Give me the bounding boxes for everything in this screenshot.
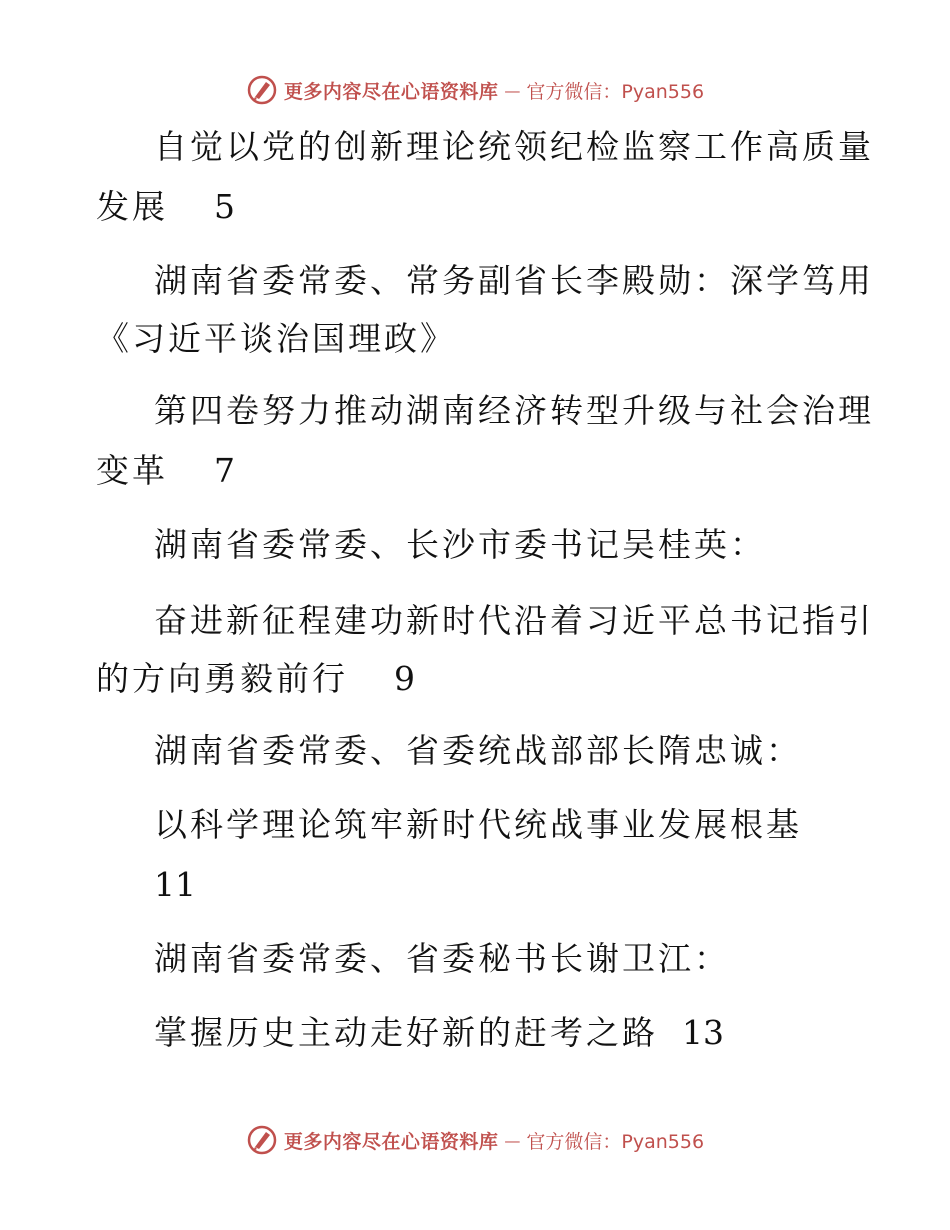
toc-line: 以科学理论筑牢新时代统战事业发展根基 xyxy=(154,805,802,844)
header-banner xyxy=(0,70,950,110)
toc-line: 奋进新征程建功新时代沿着习近平总书记指引 xyxy=(154,601,874,640)
toc-line: 《习近平谈治国理政》 xyxy=(96,319,456,358)
banner-wechat: 官方微信：Pyan556 xyxy=(526,80,705,103)
banner-text: 更多内容尽在心语资料库 xyxy=(283,1130,499,1153)
page-number: 9 xyxy=(394,659,415,698)
page-number: 13 xyxy=(682,1013,724,1052)
toc-line: 自觉以党的创新理论统领纪检监察工作高质量 xyxy=(154,127,874,166)
toc-line xyxy=(96,451,235,490)
toc-line: 湖南省委常委、省委秘书长谢卫江： xyxy=(154,939,730,978)
banner-text: 更多内容尽在心语资料库 xyxy=(283,80,499,103)
toc-line: 第四卷努力推动湖南经济转型升级与社会治理 xyxy=(154,391,874,430)
toc-line-text: 变革 xyxy=(96,451,168,490)
toc-line: 湖南省委常委、长沙市委书记吴桂英： xyxy=(154,525,766,564)
toc-line xyxy=(154,1013,724,1052)
banner-wechat: 官方微信：Pyan556 xyxy=(526,1130,705,1153)
toc-line: 湖南省委常委、省委统战部部长隋忠诚： xyxy=(154,731,802,770)
pen-logo-icon xyxy=(246,74,278,106)
pen-logo-icon xyxy=(246,1124,278,1156)
page-number: 7 xyxy=(214,451,235,490)
page-number: 11 xyxy=(154,865,196,904)
banner-separator: — xyxy=(504,1130,521,1150)
toc-line: 湖南省委常委、常务副省长李殿勋：深学笃用 xyxy=(154,261,874,300)
toc-line-text: 发展 xyxy=(96,187,168,226)
banner-separator: — xyxy=(504,80,521,100)
footer-banner xyxy=(0,1120,950,1160)
toc-line xyxy=(96,659,415,698)
toc-line-text: 掌握历史主动走好新的赶考之路 xyxy=(154,1013,658,1052)
toc-line xyxy=(96,187,235,226)
toc-line-text: 的方向勇毅前行 xyxy=(96,659,348,698)
page-number: 5 xyxy=(214,187,235,226)
